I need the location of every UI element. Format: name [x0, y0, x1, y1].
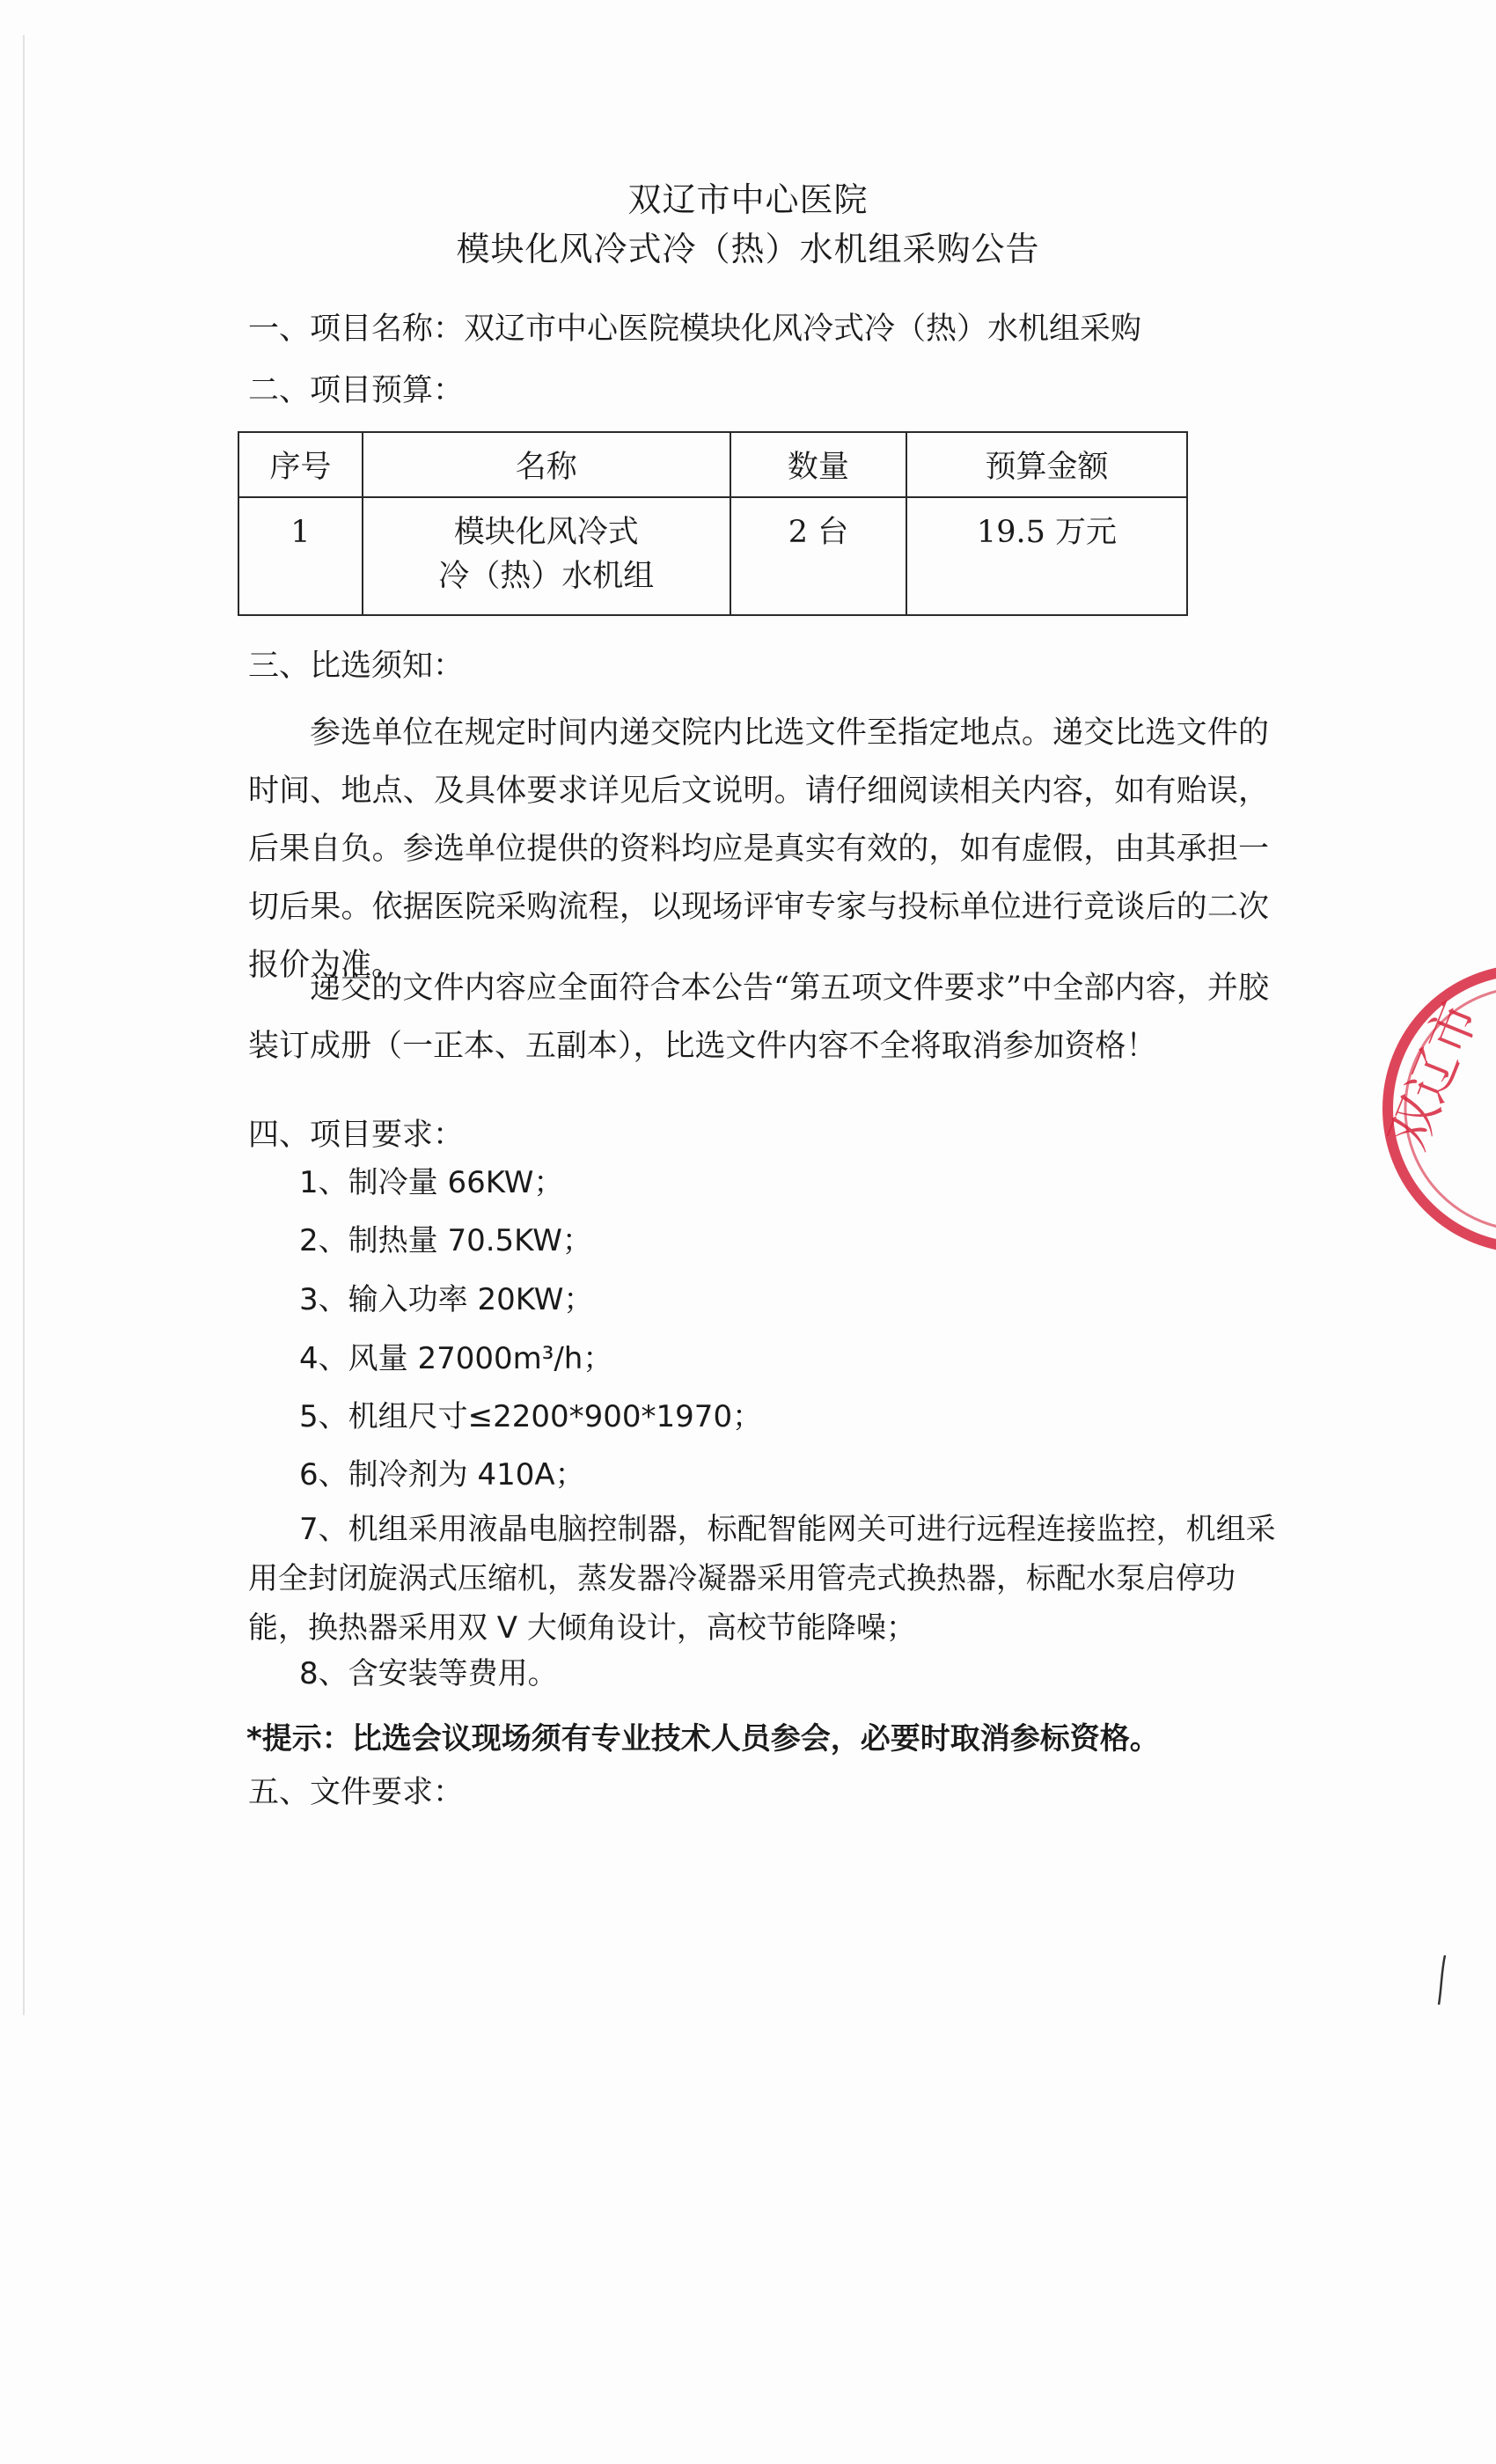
header-index: 序号	[238, 432, 363, 497]
margin-pen-mark	[1436, 1954, 1448, 2006]
header-amount: 预算金额	[906, 432, 1187, 497]
notice-paragraph-1: 参选单位在规定时间内递交院内比选文件至指定地点。递交比选文件的时间、地点、及具体要求详见后文说明。请仔细阅读相关内容，如有贻误，后果自负。参选单位提供的资料均应是真实有效的，如有虚假，由其承担一切后果。依据医院采购流程，以现场评审专家与投标单位进行竞谈后的二次报价为准。	[248, 715, 1269, 983]
seal-text: 双辽市	[1376, 993, 1491, 1158]
requirement-3: 3、输入功率 20KW；	[299, 1282, 594, 1317]
requirement-7: 7、机组采用液晶电脑控制器，标配智能网关可进行远程连接监控，机组采用全封闭旋涡式压缩机，蒸发器冷凝器采用管壳式换热器，标配水泵启停功能，换热器采用双 V 大倾角设计，高校节能降噪；	[248, 1512, 1276, 1646]
requirement-6: 6、制冷剂为 410A；	[299, 1457, 585, 1492]
cell-name-line2: 冷（热）水机组	[438, 559, 655, 594]
document-title-line2: 模块化风冷式冷（热）水机组采购公告	[456, 230, 1040, 268]
cell-index: 1	[238, 497, 363, 615]
document-title-line1: 双辽市中心医院	[627, 180, 869, 219]
scan-edge-line	[23, 35, 25, 2015]
tip-note: *提示：比选会议现场须有专业技术人员参会，必要时取消参标资格。	[246, 1721, 1160, 1756]
cell-name-line1: 模块化风冷式	[453, 515, 639, 550]
header-quantity: 数量	[730, 432, 906, 497]
notice-paragraph-2: 递交的文件内容应全面符合本公告“第五项文件要求”中全部内容，并胶装订成册（一正本、五副本），比选文件内容不全将取消参加资格！	[248, 971, 1269, 1064]
official-seal-stamp	[1360, 950, 1496, 1267]
budget-table-header-row	[238, 432, 1187, 497]
table-row	[238, 497, 1187, 615]
section-selection-notice: 三、比选须知：	[248, 649, 465, 684]
requirement-5: 5、机组尺寸≤2200*900*1970；	[299, 1399, 763, 1434]
cell-quantity: 2 台	[730, 497, 906, 615]
section-project-requirements: 四、项目要求：	[248, 1118, 465, 1153]
cell-name	[363, 497, 730, 615]
requirement-1: 1、制冷量 66KW；	[299, 1165, 564, 1200]
requirement-2: 2、制热量 70.5KW；	[299, 1223, 592, 1258]
budget-table	[238, 431, 1188, 616]
header-name: 名称	[363, 432, 730, 497]
requirement-4: 4、风量 27000m³/h；	[299, 1341, 613, 1376]
cell-amount: 19.5 万元	[906, 497, 1187, 615]
section-project-budget: 二、项目预算：	[248, 373, 465, 408]
requirement-8: 8、含安装等费用。	[299, 1656, 558, 1691]
section-file-requirements: 五、文件要求：	[248, 1775, 465, 1810]
section-project-name: 一、项目名称：双辽市中心医院模块化风冷式冷（热）水机组采购	[248, 312, 1142, 347]
